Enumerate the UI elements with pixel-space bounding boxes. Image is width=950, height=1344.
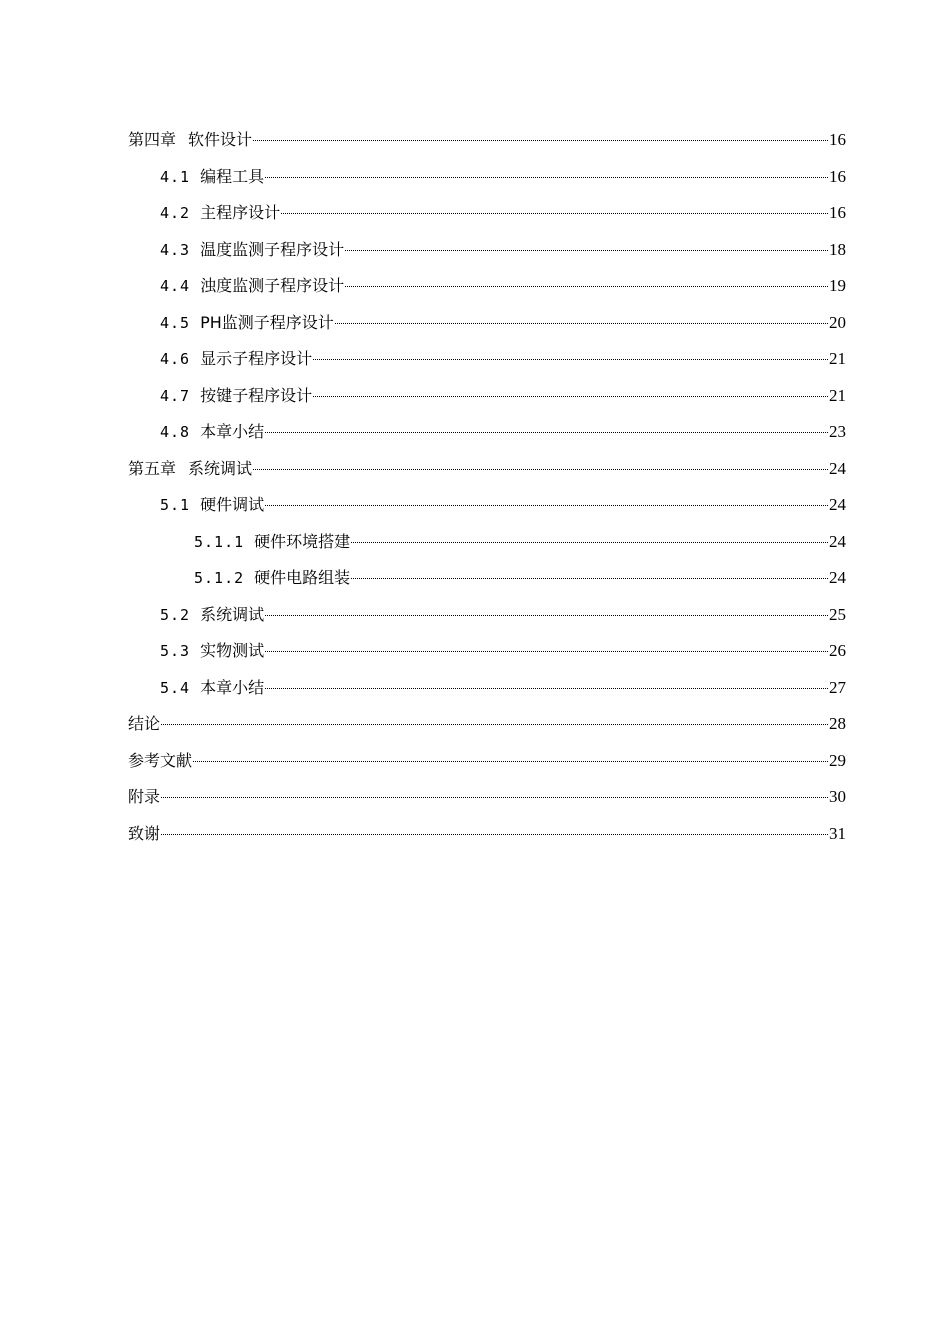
toc-entry-number: 第四章: [128, 130, 177, 149]
toc-entry-page-number: 24: [829, 568, 846, 587]
toc-entry-number: 4.6: [160, 350, 191, 368]
dot-leader: [313, 396, 828, 397]
toc-entry-page-number: 28: [829, 714, 846, 733]
dot-leader: [313, 359, 828, 360]
toc-entry-page-number: 21: [829, 385, 846, 405]
toc-entry-number: 4.1: [160, 167, 191, 186]
toc-entry-title: 温度监测子程序设计: [200, 239, 345, 259]
toc-entry-number: 4.8: [160, 423, 191, 441]
toc-entry[interactable]: [128, 560, 846, 597]
dot-leader: [345, 250, 828, 251]
toc-entry-title: 本章小结: [200, 677, 265, 697]
toc-entry-page-number: 20: [829, 312, 846, 332]
toc-entry-number: 5.1: [160, 496, 191, 514]
toc-entry[interactable]: [128, 159, 846, 196]
toc-entry-number: 第五章: [128, 458, 177, 478]
toc-entry-title: 浊度监测子程序设计: [200, 276, 345, 295]
toc-entry-title: 实物测试: [200, 641, 265, 660]
toc-entry-page-number: 26: [829, 641, 846, 660]
toc-entry[interactable]: [128, 305, 846, 342]
toc-entry-title: 软件设计: [188, 130, 253, 149]
dot-leader: [265, 615, 828, 616]
dot-leader: [161, 724, 828, 725]
toc-entry[interactable]: [128, 122, 846, 159]
dot-leader: [253, 140, 828, 141]
dot-leader: [265, 505, 828, 506]
dot-leader: [351, 542, 828, 543]
toc-entry-page-number: 16: [829, 166, 846, 186]
toc-entry[interactable]: [128, 706, 846, 743]
toc-entry-title: 附录: [128, 787, 161, 806]
toc-entry-page-number: 29: [829, 750, 846, 770]
toc-entry-title: 硬件环境搭建: [254, 531, 351, 551]
dot-leader: [345, 286, 828, 287]
toc-entry-number: 5.4: [160, 678, 191, 697]
dot-leader: [193, 761, 828, 762]
toc-entry-page-number: 16: [829, 130, 846, 149]
toc-entry-title: PH监测子程序设计: [200, 312, 334, 332]
toc-entry-page-number: 24: [829, 495, 846, 514]
toc-entry-page-number: 23: [829, 422, 846, 441]
toc-entry-number: 5.2: [160, 605, 191, 624]
toc-entry-page-number: 25: [829, 604, 846, 624]
toc-entry[interactable]: [128, 633, 846, 670]
toc-entry[interactable]: [128, 378, 846, 415]
toc-entry-title: 硬件电路组装: [254, 568, 351, 587]
toc-entry-page-number: 30: [829, 787, 846, 806]
toc-entry-page-number: 21: [829, 349, 846, 368]
dot-leader: [351, 578, 828, 579]
dot-leader: [265, 177, 828, 178]
toc-entry-title: 系统调试: [188, 458, 253, 478]
toc-entry[interactable]: [128, 195, 846, 232]
toc-entry-number: 5.1.1: [194, 532, 245, 551]
toc-entry-title: 硬件调试: [200, 495, 265, 514]
toc-entry-number: 4.5: [160, 313, 191, 332]
dot-leader: [161, 797, 828, 798]
toc-entry[interactable]: [128, 779, 846, 816]
toc-entry-title: 系统调试: [200, 604, 265, 624]
toc-entry-page-number: 18: [829, 239, 846, 259]
toc-entry-page-number: 19: [829, 276, 846, 295]
toc-entry[interactable]: [128, 414, 846, 451]
toc-entry[interactable]: [128, 670, 846, 707]
toc-entry-number: 5.3: [160, 642, 191, 660]
toc-entry-number: 5.1.2: [194, 569, 245, 587]
toc-entry-number: 4.7: [160, 386, 191, 405]
toc-entry[interactable]: [128, 524, 846, 561]
dot-leader: [253, 469, 828, 470]
dot-leader: [265, 688, 828, 689]
toc-entry-title: 主程序设计: [200, 203, 281, 222]
toc-entry-title: 本章小结: [200, 422, 265, 441]
dot-leader: [335, 323, 828, 324]
toc-entry[interactable]: [128, 597, 846, 634]
toc-entry[interactable]: [128, 743, 846, 780]
toc-entry-number: 4.4: [160, 277, 191, 295]
table-of-contents: [128, 122, 846, 852]
toc-entry[interactable]: [128, 487, 846, 524]
toc-entry-page-number: 31: [829, 823, 846, 843]
toc-entry-page-number: 27: [829, 677, 846, 697]
toc-entry-title: 参考文献: [128, 750, 193, 770]
toc-entry-title: 显示子程序设计: [200, 349, 313, 368]
toc-entry[interactable]: [128, 341, 846, 378]
toc-entry-title: 致谢: [128, 823, 161, 843]
toc-entry-number: 4.3: [160, 240, 191, 259]
dot-leader: [265, 651, 828, 652]
toc-entry-title: 按键子程序设计: [200, 385, 313, 405]
toc-entry-number: 4.2: [160, 204, 191, 222]
toc-entry[interactable]: [128, 451, 846, 488]
toc-entry-page-number: 24: [829, 531, 846, 551]
toc-entry-title: 编程工具: [200, 166, 265, 186]
dot-leader: [265, 432, 828, 433]
toc-entry[interactable]: [128, 232, 846, 269]
toc-entry-page-number: 16: [829, 203, 846, 222]
toc-entry-title: 结论: [128, 714, 161, 733]
dot-leader: [161, 834, 828, 835]
toc-entry[interactable]: [128, 816, 846, 853]
dot-leader: [281, 213, 828, 214]
toc-entry[interactable]: [128, 268, 846, 305]
toc-entry-page-number: 24: [829, 458, 846, 478]
